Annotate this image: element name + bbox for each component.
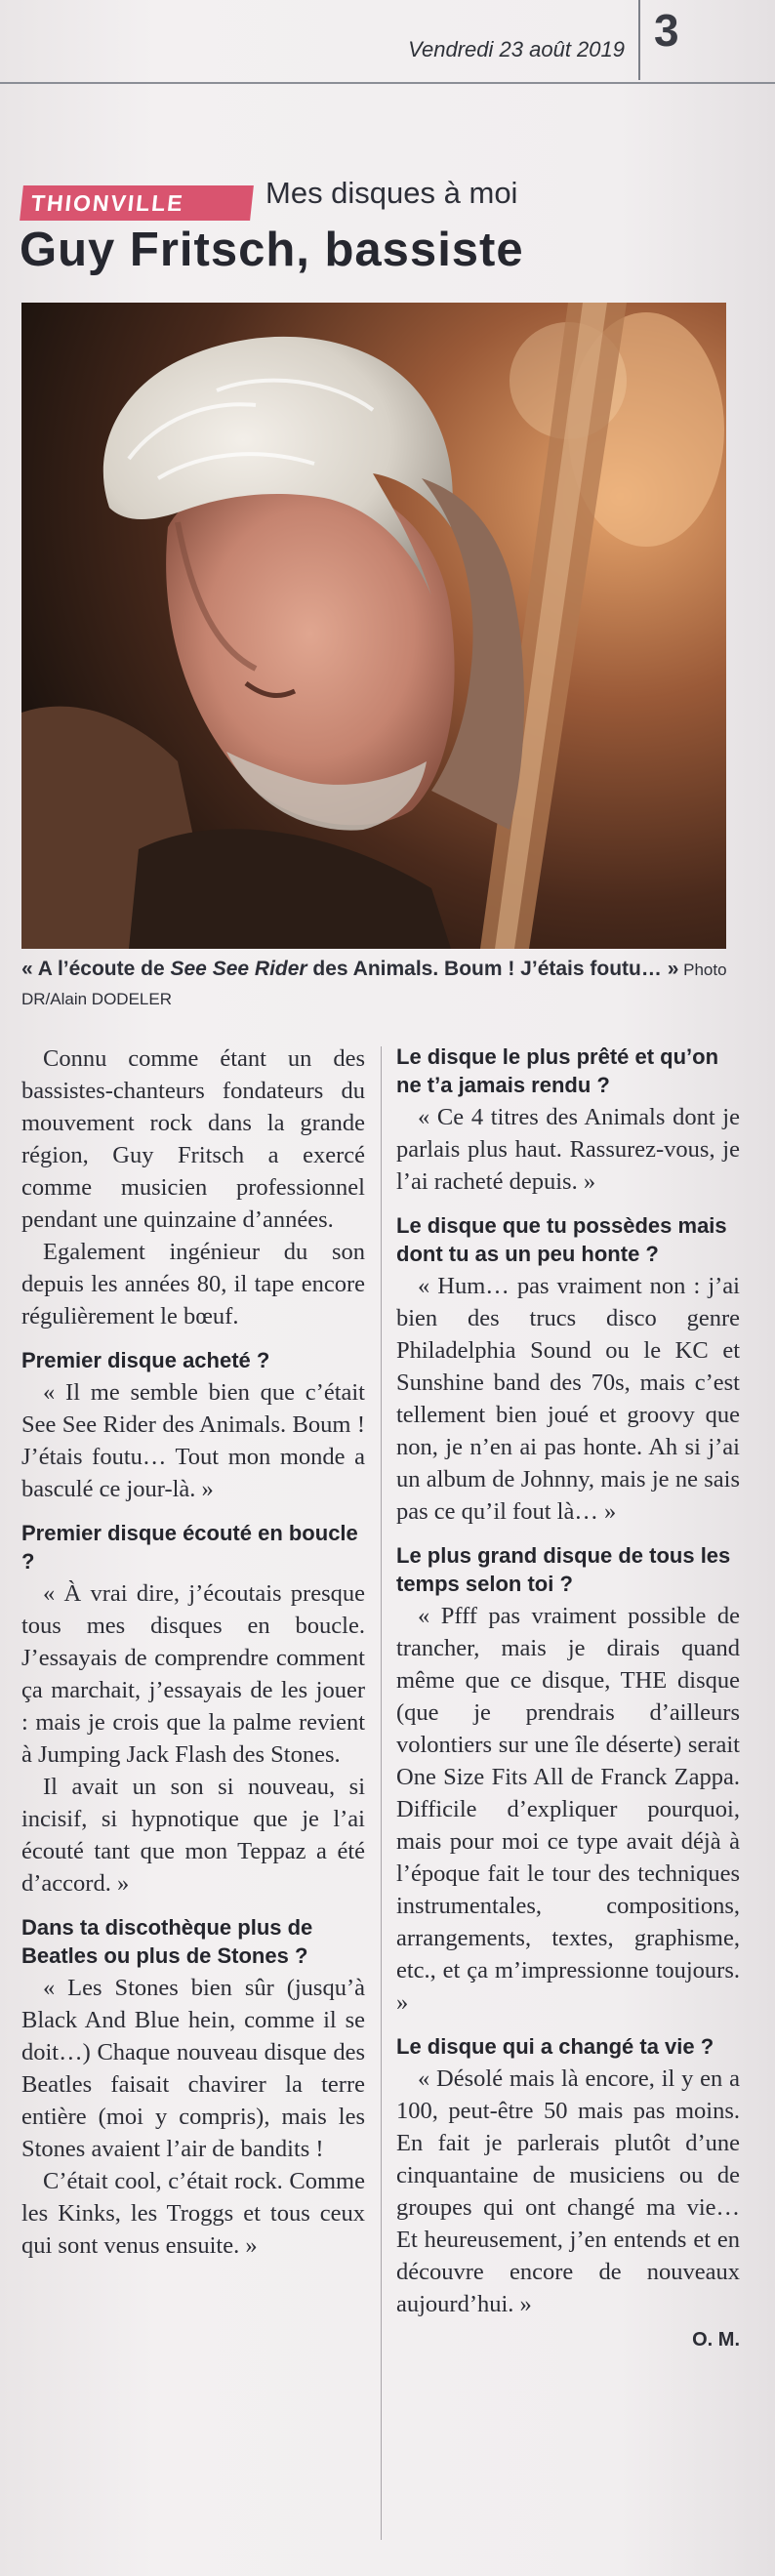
answer-paragraph: « Hum… pas vraiment non : j’ai bien des trucs disco genre Philadelphia Sound ou le KC et Sunshine band des 70s, mais c’est tellement bien joué et groovy que non, je n’en ai pas honte. Ah si j’ai un album de Johnny, mais je ne sais pas ce qu’il fout là… » — [396, 1273, 740, 1525]
location-kicker: THIONVILLE — [20, 185, 254, 221]
header-rule — [0, 82, 775, 84]
question-heading: Le plus grand disque de tous les temps selon toi ? — [396, 1543, 731, 1596]
answer-paragraph: « Désolé mais là encore, il y en a 100, peut-être 50 mais pas moins. En fait je parlerais plutôt d’une cinquantaine de musiciens ou de groupes qui ont changé ma vie… Et heureusement, j’en entends et en découvre encore de nouveaux aujourd’hui. » — [396, 2065, 740, 2317]
intro-paragraph: Connu comme étant un des bassistes-chanteurs fondateurs du mouvement rock dans la grande région, Guy Fritsch a exercé comme musicien professionnel pendant une quinzaine d’années. — [21, 1045, 365, 1233]
answer-paragraph: « Les Stones bien sûr (jusqu’à Black And Blue hein, comme il se doit…) Chaque nouveau disque des Beatles faisait chavirer la terre entière (moi y compris), mais les Stones avaient l’air de bandits ! — [21, 1975, 365, 2162]
portrait-illustration — [21, 303, 726, 949]
article-photo — [21, 303, 726, 949]
answer-paragraph: « Ce 4 titres des Animals dont je parlais plus haut. Rassurez-vous, je l’ai racheté depuis. » — [396, 1104, 740, 1195]
question-heading: Le disque que tu possèdes mais dont tu as un peu honte ? — [396, 1213, 727, 1266]
article-column-right — [396, 1043, 740, 2356]
question-heading: Dans ta discothèque plus de Beatles ou plus de Stones ? — [21, 1915, 313, 1968]
question-heading: Le disque qui a changé ta vie ? — [396, 2034, 714, 2059]
question-heading: Premier disque écouté en boucle ? — [21, 1521, 358, 1574]
answer-paragraph: Il avait un son si nouveau, si incisif, si hypnotique que je l’ai écouté tant que mon Teppaz a été d’accord. » — [21, 1774, 365, 1897]
answer-paragraph: C’était cool, c’était rock. Comme les Kinks, les Troggs et tous ceux qui sont venus ensuite. » — [21, 2168, 365, 2259]
intro-paragraph: Egalement ingénieur du son depuis les années 80, il tape encore régulièrement le bœuf. — [21, 1239, 365, 1329]
answer-paragraph: « À vrai dire, j’écoutais presque tous mes disques en boucle. J’essayais de comprendre comment ça marchait, j’essayais de les jouer : mais je crois que la palme revient à Jumping Jack Flash des Stones. — [21, 1580, 365, 1768]
rubric-title: Mes disques à moi — [265, 176, 518, 210]
issue-date: Vendredi 23 août 2019 — [408, 37, 625, 61]
article-column-left — [21, 1043, 365, 2262]
caption-rest: des Animals. Boum ! J’étais foutu… » — [306, 958, 679, 980]
header-divider — [638, 0, 640, 80]
page-number: 3 — [654, 5, 679, 56]
caption-song: See See Rider — [170, 958, 307, 980]
photo-credit: Photo DR/Alain DODELER — [21, 961, 727, 1008]
headline: Guy Fritsch, bassiste — [20, 224, 524, 276]
column-divider — [381, 1046, 382, 2540]
caption-lead: « A l’écoute de — [21, 958, 171, 980]
question-heading: Premier disque acheté ? — [21, 1348, 270, 1372]
answer-paragraph: « Pfff pas vraiment possible de trancher, mais je dirais quand même que ce disque, THE disque (que je prendrais d’ailleurs volontiers sur une île déserte) serait One Size Fits All de Franck Zappa. Difficile d’expliquer pourquoi, mais pour moi ce type avait déjà à l’époque fait le tour des techniques instrumentales, compositions, arrangements, textes, graphisme, etc., et ça m’impressionne toujours. » — [396, 1603, 740, 2016]
question-heading: Le disque le plus prêté et qu’on ne t’a jamais rendu ? — [396, 1044, 719, 1097]
author-signature: O. M. — [692, 2329, 740, 2351]
photo-caption — [21, 955, 734, 1013]
answer-paragraph: « Il me semble bien que c’était See See Rider des Animals. Boum ! J’étais foutu… Tout mon monde a basculé ce jour-là. » — [21, 1379, 365, 1502]
